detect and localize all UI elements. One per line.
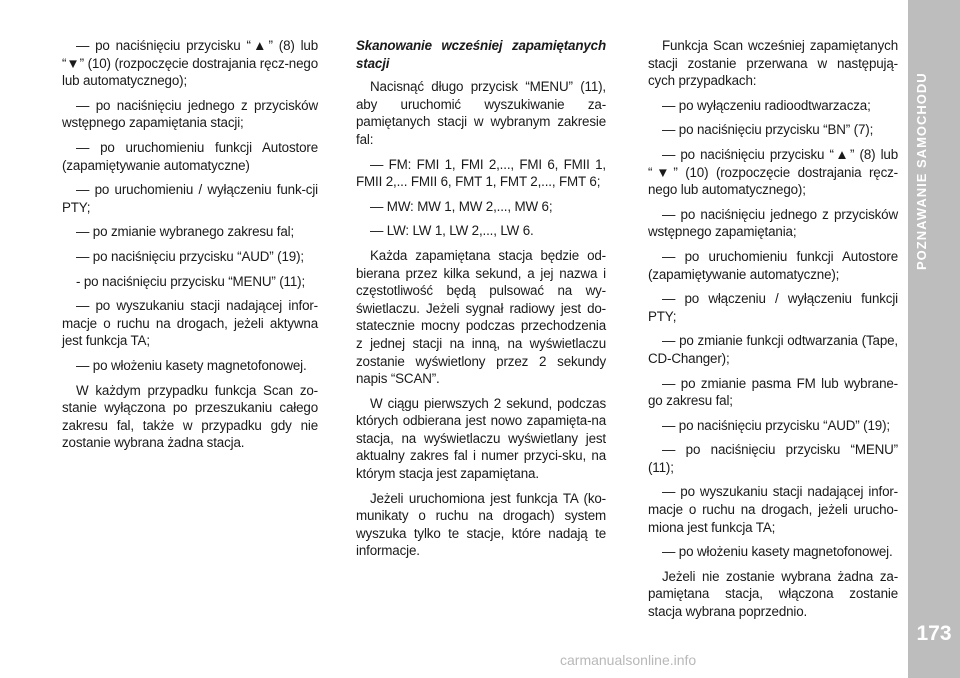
paragraph: — po włożeniu kasety magnetofonowej. xyxy=(76,357,307,373)
paragraph: — po zmianie funkcji odtwarzania (Tape, CD-Changer); xyxy=(648,333,898,366)
paragraph: — po wyłączeniu radioodtwarzacza; xyxy=(662,97,871,113)
page-number: 173 xyxy=(916,622,952,645)
paragraph: — MW: MW 1, MW 2,..., MW 6; xyxy=(370,198,553,214)
paragraph: — po naciśnięciu przycisku “AUD” (19); xyxy=(76,248,304,264)
paragraph: — po naciśnięciu jednego z przycisków wstępnego zapamiętania; xyxy=(648,206,898,240)
paragraph: — po naciśnięciu przycisku “▲” (8) lub “▼” (10) (rozpoczęcie dostrajania ręcz-nego lub automatycznego); xyxy=(648,146,898,198)
paragraph: — po wyszukaniu stacji nadającej infor-macje o ruchu na drogach, jeżeli urucho-miona jest funkcja TA; xyxy=(648,484,898,535)
paragraph: - po naciśnięciu przycisku “MENU” (11); xyxy=(76,273,306,289)
paragraph: — po naciśnięciu przycisku “AUD” (19); xyxy=(662,417,890,433)
chapter-title: POZNAWANIE SAMOCHODU xyxy=(914,72,929,270)
paragraph: W ciągu pierwszych 2 sekund, podczas których odbierana jest nowo zapamięta-na stacja, na wyświetlaczu wyświetlany jest aktualny zakres fal i numer przyci-sku, na którym stacja jest zapamiętana. xyxy=(356,395,606,482)
paragraph: — po zmianie wybranego zakresu fal; xyxy=(76,224,295,240)
paragraph: — po włączeniu / wyłączeniu funkcji PTY; xyxy=(648,291,898,324)
paragraph: — po uruchomieniu funkcji Autostore (zapamiętywanie automatyczne); xyxy=(648,248,898,282)
paragraph: — po naciśnięciu przycisku “BN” (7); xyxy=(662,122,874,138)
section-heading: Skanowanie wcześniej zapamiętanych stacji xyxy=(356,38,606,71)
paragraph: — po wyszukaniu stacji nadającej infor-macje o ruchu na drogach, jeżeli aktywna jest funkcja TA; xyxy=(62,298,318,349)
paragraph: — po naciśnięciu jednego z przycisków wstępnego zapamiętania stacji; xyxy=(62,97,318,131)
paragraph: — po zmianie pasma FM lub wybrane-go zakresu fal; xyxy=(648,375,898,409)
paragraph: — po naciśnięciu przycisku “▲” (8) lub “▼” (10) (rozpoczęcie dostrajania ręcz-nego lub automatycznego); xyxy=(62,38,318,89)
paragraph: — LW: LW 1, LW 2,..., LW 6. xyxy=(370,223,534,239)
paragraph: — po naciśnięciu przycisku “MENU” (11); xyxy=(648,442,898,475)
paragraph: Każda zapamiętana stacja będzie od-bierana przez kilka sekund, a jej nazwa i częstotliwość będą pulsować na wy-świetlaczu. Jeżeli sygnał radiowy jest do-statecznie mocny podczas przechodzenia z jednej stacji na inną, na wyświetlaczu zostanie wyświetlony przez 2 sekundy napis “SCAN”. xyxy=(356,247,606,387)
paragraph: — po włożeniu kasety magnetofonowej. xyxy=(662,544,893,560)
paragraph: — po uruchomieniu funkcji Autostore (zapamiętywanie automatyczne) xyxy=(62,139,318,173)
text-column-1 xyxy=(62,37,318,459)
paragraph: Jeżeli nie zostanie wybrana żadna za-pamiętana stacja, włączona zostanie stacja wybrana poprzednio. xyxy=(648,568,898,620)
paragraph: W każdym przypadku funkcja Scan zo-stanie wyłączona po przeszukaniu całego zakresu fal, także w przypadku gdy nie zostanie wybrana żadna stacja. xyxy=(62,382,318,451)
text-column-3 xyxy=(648,37,898,628)
paragraph: — FM: FMI 1, FMI 2,..., FMI 6, FMII 1, FMII 2,... FMII 6, FMT 1, FMT 2,..., FMT 6; xyxy=(356,156,606,190)
paragraph: Nacisnąć długo przycisk “MENU” (11), aby uruchomić wyszukiwanie za-pamiętanych stacji w wybranym zakresie fal: xyxy=(356,79,606,147)
paragraph: Funkcja Scan wcześniej zapamiętanych stacji zostanie przerwana w następują-cych przypadkach: xyxy=(648,38,898,89)
paragraph: Jeżeli uruchomiona jest funkcja TA (ko-munikaty o ruchu na drogach) system wyszuka tylko te stacje, które nadają te informacje. xyxy=(356,490,606,559)
chapter-tab xyxy=(908,0,960,678)
text-column-2 xyxy=(356,37,606,567)
paragraph: — po uruchomieniu / wyłączeniu funk-cji PTY; xyxy=(62,182,318,215)
watermark: carmanualsonline.info xyxy=(560,652,697,668)
